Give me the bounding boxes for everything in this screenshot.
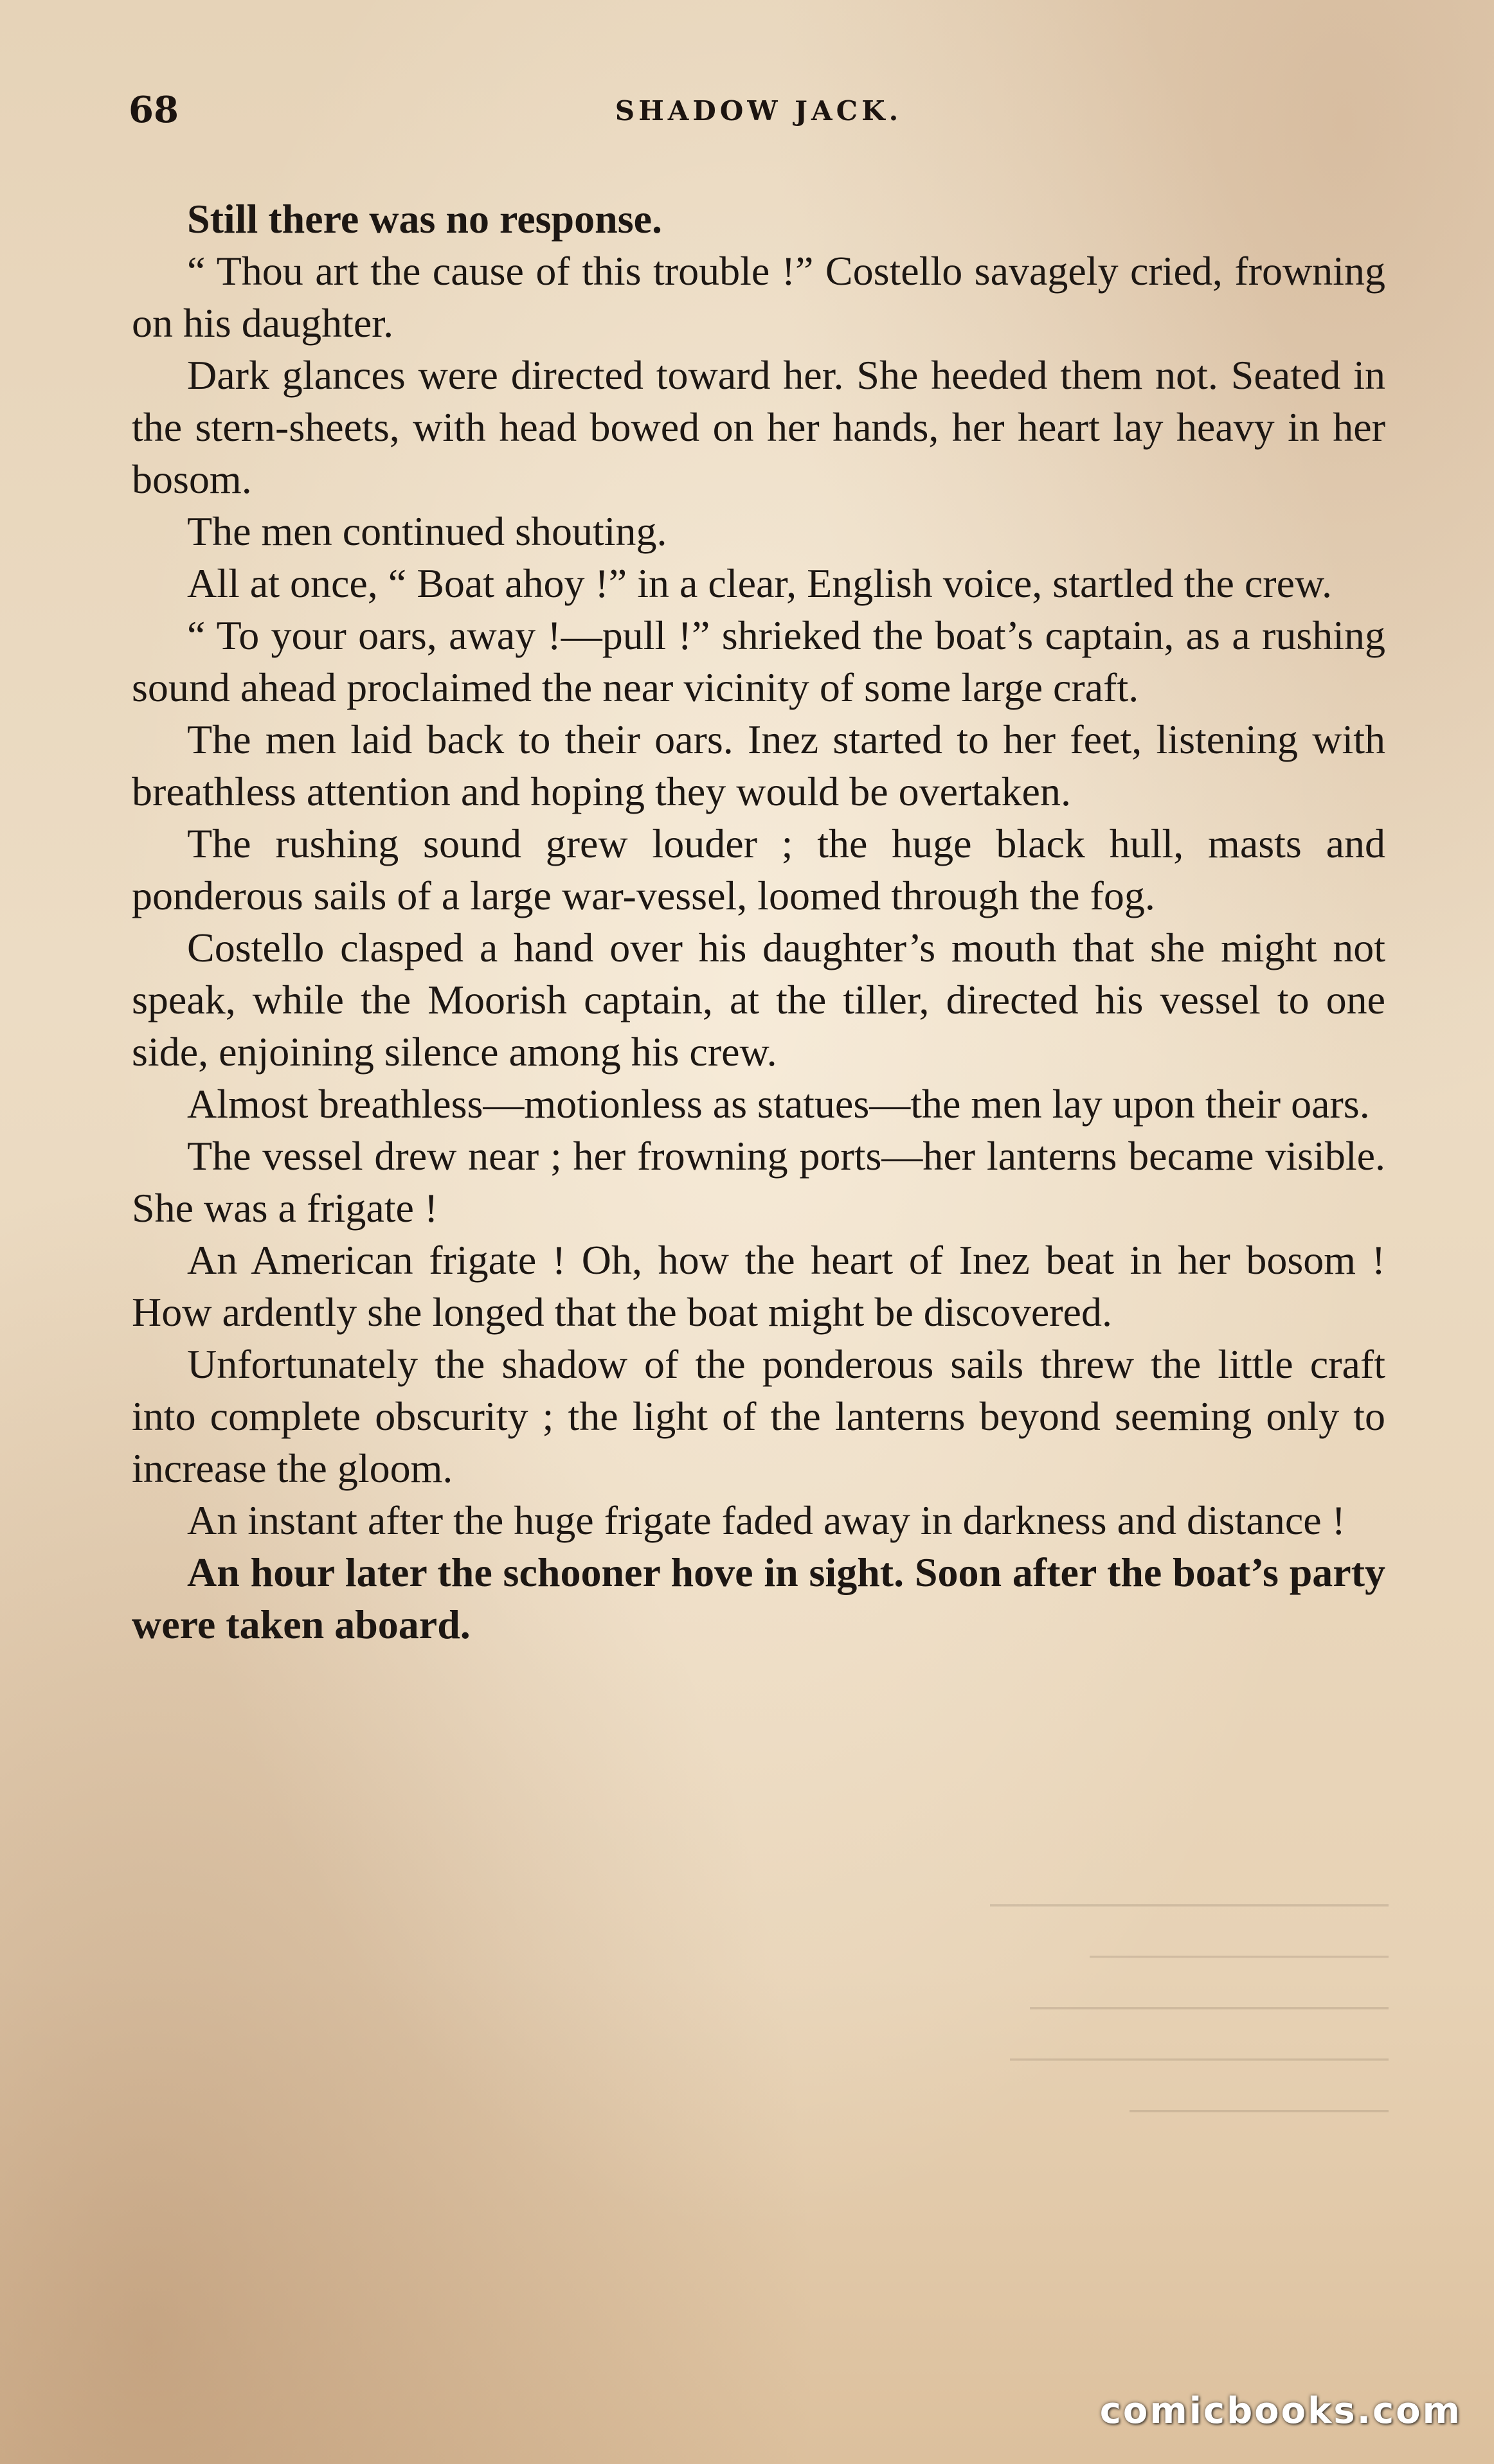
paragraph: Dark glances were directed toward her. She heeded them not. Seated in the stern-sheets, with head bowed on her hands, her heart lay heavy in her bosom.	[132, 352, 1385, 502]
paragraph: All at once, “ Boat ahoy !” in a clear, English voice, startled the crew.	[187, 560, 1333, 606]
page-number: 68	[129, 89, 179, 131]
paragraph: The men laid back to their oars. Inez started to her feet, listening with breathless attention and hoping they would be overtaken.	[132, 717, 1385, 814]
paragraph: Almost breathless—motionless as statues—the men lay upon their oars.	[187, 1081, 1370, 1127]
paragraph: Costello clasped a hand over his daughter’s mouth that she might not speak, while the Moorish captain, at the tiller, directed his vessel to one side, enjoining silence among his crew.	[132, 925, 1385, 1075]
paragraph: Unfortunately the shadow of the ponderous sails threw the little craft into complete obscurity ; the light of the lanterns beyond seeming only to increase the gloom.	[132, 1341, 1385, 1491]
paragraph: The men continued shouting.	[187, 508, 667, 554]
bleed-through-texture: ⎯⎯⎯⎯⎯⎯⎯⎯⎯⎯⎯⎯⎯⎯⎯⎯⎯⎯⎯⎯ ⎯⎯⎯⎯⎯⎯⎯⎯⎯⎯⎯⎯⎯⎯⎯ ⎯⎯⎯⎯⎯⎯⎯⎯⎯⎯⎯⎯⎯⎯⎯⎯⎯⎯ ⎯⎯⎯⎯⎯⎯⎯⎯⎯⎯⎯⎯⎯⎯⎯⎯⎯⎯⎯ ⎯⎯⎯⎯⎯⎯⎯⎯⎯⎯⎯⎯⎯	[989, 1880, 1389, 2130]
paragraph: Still there was no response.	[187, 196, 662, 242]
paragraph: An instant after the huge frigate faded away in darkness and distance !	[187, 1497, 1346, 1543]
body-text	[132, 193, 1385, 1650]
paragraph: The rushing sound grew louder ; the huge black hull, masts and ponderous sails of a large war-vessel, loomed through the fog.	[132, 821, 1385, 918]
running-title: SHADOW JACK.	[615, 95, 903, 127]
paragraph: “ To your oars, away !—pull !” shrieked the boat’s captain, as a rushing sound ahead proclaimed the near vicinity of some large craft.	[132, 612, 1385, 710]
paragraph: The vessel drew near ; her frowning ports—her lanterns became visible. She was a frigate !	[132, 1133, 1385, 1231]
paragraph: An hour later the schooner hove in sight. Soon after the boat’s party were taken aboard.	[132, 1549, 1385, 1647]
page-header	[129, 89, 1389, 147]
paragraph: An American frigate ! Oh, how the heart of Inez beat in her bosom ! How ardently she longed that the boat might be discovered.	[132, 1237, 1385, 1335]
watermark: comicbooks.com	[1099, 2390, 1462, 2432]
paragraph: “ Thou art the cause of this trouble !” Costello savagely cried, frowning on his daughter.	[132, 248, 1385, 346]
